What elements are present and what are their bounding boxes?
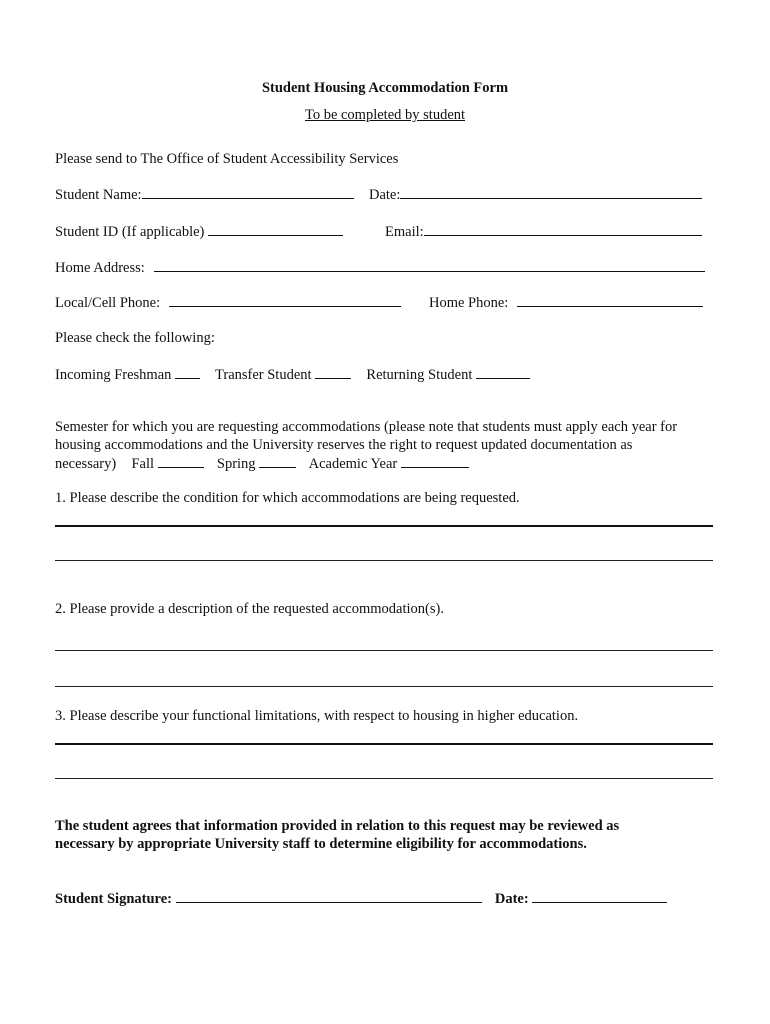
transfer-student-label: Transfer Student <box>215 367 312 383</box>
home-phone-label: Home Phone: <box>429 295 509 311</box>
answer-1-line-2[interactable] <box>55 560 713 561</box>
check-prompt: Please check the following: <box>55 330 215 346</box>
answer-3-line-2[interactable] <box>55 778 713 779</box>
semester-text-line1: Semester for which you are requesting accommodations (please note that students must apply each year for <box>55 419 678 435</box>
question-2: 2. Please provide a description of the requested accommodation(s). <box>55 601 444 617</box>
semester-options-row <box>55 454 469 473</box>
semester-text-line3: necessary) <box>55 456 117 472</box>
student-name-field[interactable] <box>142 185 354 199</box>
send-to-instruction: Please send to The Office of Student Accessibility Services <box>55 151 399 167</box>
date-label: Date: <box>369 187 401 203</box>
email-field[interactable] <box>424 222 702 236</box>
student-name-label: Student Name: <box>55 187 142 203</box>
student-name-row <box>55 185 354 204</box>
incoming-freshman-label: Incoming Freshman <box>55 367 172 383</box>
cell-phone-label: Local/Cell Phone: <box>55 295 161 311</box>
fall-field[interactable] <box>158 454 204 468</box>
home-address-row <box>55 258 705 277</box>
home-address-label: Home Address: <box>55 260 145 276</box>
student-id-field[interactable] <box>208 222 343 236</box>
cell-phone-row <box>55 293 401 312</box>
transfer-student-checkbox[interactable] <box>315 365 351 379</box>
signature-date-label: Date: <box>494 891 529 907</box>
home-address-field[interactable] <box>154 258 705 272</box>
form-title: Student Housing Accommodation Form <box>261 80 509 96</box>
spring-label: Spring <box>216 456 256 472</box>
cell-phone-field[interactable] <box>169 293 401 307</box>
incoming-freshman-checkbox[interactable] <box>175 365 200 379</box>
signature-row <box>55 889 667 908</box>
fall-label: Fall <box>131 456 154 472</box>
question-1: 1. Please describe the condition for which accommodations are being requested. <box>55 490 520 506</box>
signature-label: Student Signature: <box>55 891 172 907</box>
agreement-line1: The student agrees that information provided in relation to this request may be reviewed as <box>55 818 620 834</box>
date-row <box>369 185 702 204</box>
answer-1-line-1[interactable] <box>55 525 713 527</box>
spring-field[interactable] <box>259 454 296 468</box>
answer-2-line-2[interactable] <box>55 686 713 687</box>
agreement-line2: necessary by appropriate University staff to determine eligibility for accommodations. <box>55 836 587 852</box>
signature-field[interactable] <box>176 889 482 903</box>
answer-3-line-1[interactable] <box>55 743 713 745</box>
email-label: Email: <box>385 224 424 240</box>
returning-student-checkbox[interactable] <box>476 365 530 379</box>
semester-text-line2: housing accommodations and the University reserves the right to request updated documentation as <box>55 437 633 453</box>
student-id-row <box>55 222 343 241</box>
signature-date-field[interactable] <box>532 889 667 903</box>
question-3: 3. Please describe your functional limitations, with respect to housing in higher education. <box>55 708 579 724</box>
academic-year-field[interactable] <box>401 454 469 468</box>
form-subtitle: To be completed by student <box>304 107 466 123</box>
returning-student-label: Returning Student <box>366 367 473 383</box>
date-field[interactable] <box>400 185 702 199</box>
home-phone-field[interactable] <box>517 293 703 307</box>
academic-year-label: Academic Year <box>308 456 398 472</box>
student-id-label: Student ID (If applicable) <box>55 224 205 240</box>
home-phone-row <box>429 293 703 312</box>
answer-2-line-1[interactable] <box>55 650 713 651</box>
email-row <box>385 222 702 241</box>
student-type-row <box>55 365 530 384</box>
